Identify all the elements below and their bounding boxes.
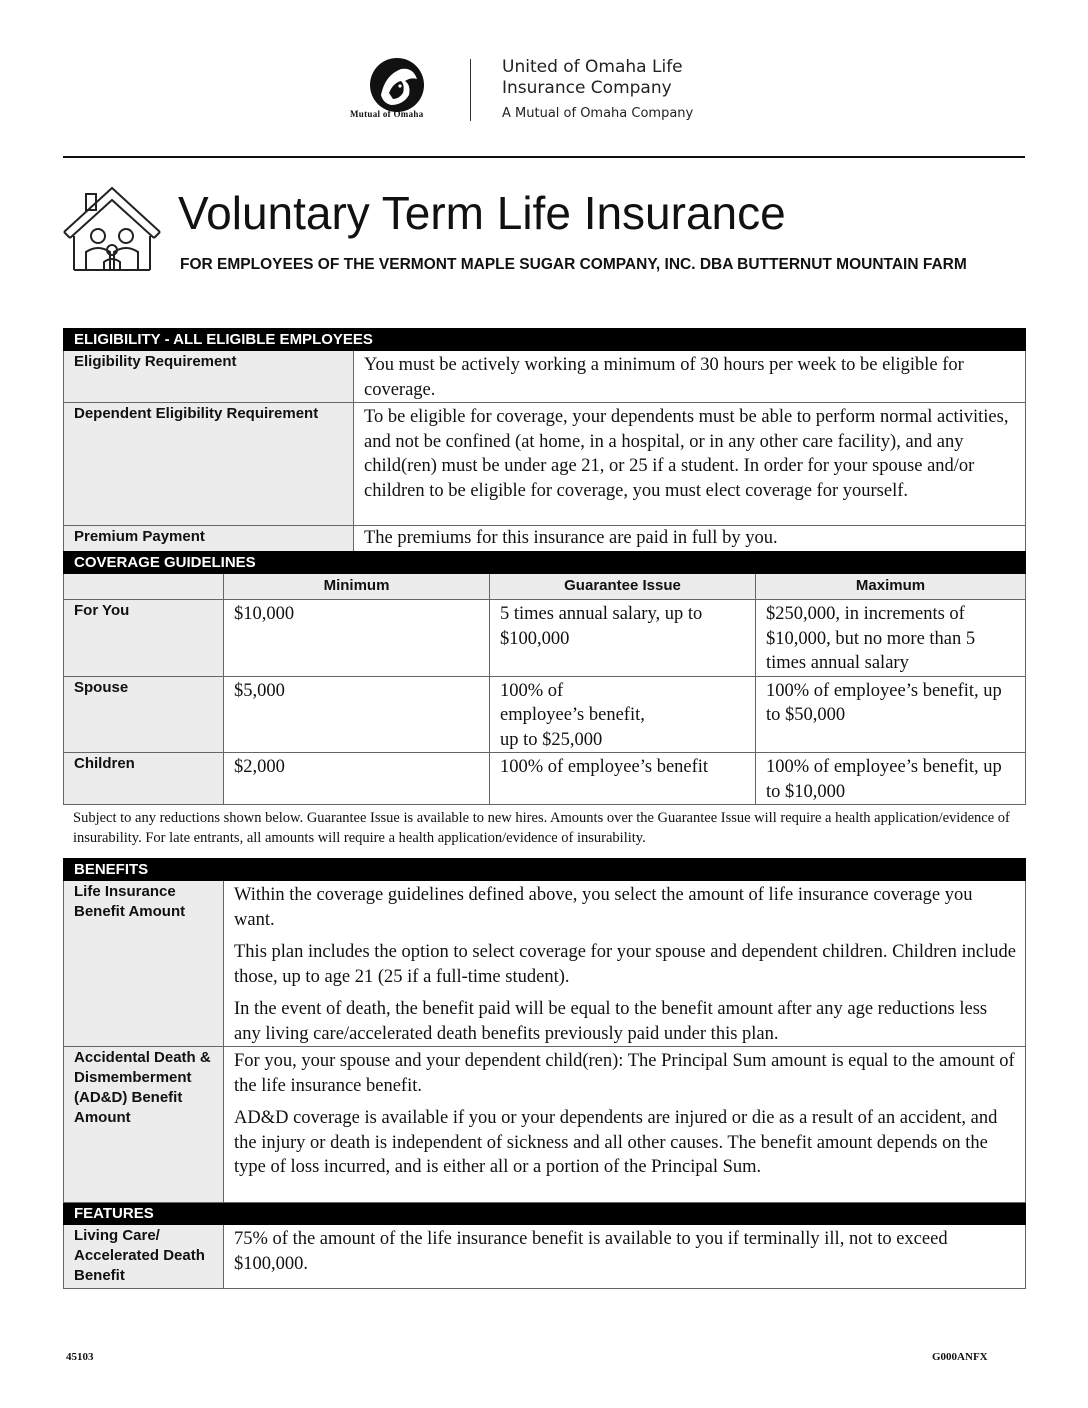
row-value: The premiums for this insurance are paid in full by you. — [354, 526, 1026, 552]
minimum-cell: $10,000 — [224, 600, 490, 677]
column-header-minimum: Minimum — [224, 574, 490, 600]
company-logo — [345, 55, 745, 130]
house-family-icon — [60, 184, 164, 274]
row-label: Living Care/ Accelerated Death Benefit — [64, 1225, 224, 1289]
table-row — [64, 600, 1026, 677]
company-line-3: A Mutual of Omaha Company — [502, 106, 694, 121]
maximum-cell: 100% of employee’s benefit, up to $10,000 — [756, 753, 1026, 805]
table-row — [64, 403, 1026, 526]
row-label: Eligibility Requirement — [64, 351, 354, 403]
guarantee-line-2: up to $25,000 — [500, 729, 603, 750]
company-line-1: United of Omaha Life — [502, 57, 683, 77]
company-line-2: Insurance Company — [502, 78, 672, 98]
features-header: FEATURES — [64, 1203, 1026, 1225]
table-row — [64, 753, 1026, 805]
table-row — [64, 351, 1026, 403]
row-label: Accidental Death & Dismemberment (AD&D) Benefit Amount — [64, 1047, 224, 1203]
table-row — [64, 1225, 1026, 1289]
section-header-row — [64, 329, 1026, 351]
eligibility-header: ELIGIBILITY - ALL ELIGIBLE EMPLOYEES — [64, 329, 1026, 351]
row-label: Premium Payment — [64, 526, 354, 552]
minimum-cell: $2,000 — [224, 753, 490, 805]
row-label: For You — [64, 600, 224, 677]
benefit-paragraph: Within the coverage guidelines defined above, you select the amount of life insurance coverage you want. — [234, 885, 973, 930]
lion-logo-icon — [367, 55, 427, 115]
row-label: Spouse — [64, 676, 224, 753]
benefits-table — [63, 858, 1026, 1289]
maximum-cell: $250,000, in increments of $10,000, but no more than 5 times annual salary — [756, 600, 1026, 677]
row-value: To be eligible for coverage, your dependents must be able to perform normal activities, and not be confined (at home, in a hospital, or in any other care facility), and any child(ren) must be under age 21, or 25 if a student. In order for your spouse and/or children to be eligible for coverage, you must elect coverage for yourself. — [354, 403, 1026, 526]
column-header-maximum: Maximum — [756, 574, 1026, 600]
logo-wordmark: Mutual of Omaha — [350, 109, 424, 119]
guarantee-cell: 5 times annual salary, up to $100,000 — [490, 600, 756, 677]
benefit-paragraph: For you, your spouse and your dependent child(ren): The Principal Sum amount is equal to the amount of the life insurance benefit. — [234, 1051, 1015, 1096]
section-header-row — [64, 859, 1026, 881]
table-row — [64, 526, 1026, 552]
document-title: Voluntary Term Life Insurance — [178, 187, 786, 239]
coverage-table — [63, 551, 1026, 805]
row-value — [224, 881, 1026, 1047]
column-header-row — [64, 574, 1026, 600]
benefit-paragraph: This plan includes the option to select coverage for your spouse and dependent children. Children include those, up to age 21 (25 if a full-time student). — [234, 942, 1016, 987]
guarantee-cell — [490, 676, 756, 753]
guarantee-cell: 100% of employee’s benefit — [490, 753, 756, 805]
table-row — [64, 676, 1026, 753]
benefit-paragraph: AD&D coverage is available if you or your dependents are injured or die as a result of an accident, and the injury or death is independent of sickness and all other causes. The benefit amount depends on the type of loss incurred, and is either all or a portion of the Principal Sum. — [234, 1108, 998, 1177]
logo-divider — [470, 59, 471, 121]
coverage-note: Subject to any reductions shown below. Guarantee Issue is available to new hires. Amounts over the Guarantee Issue will require a health application/evidence of insurability. For late entrants, all amounts will require a health application/evidence of insurability. — [73, 810, 1010, 846]
row-label: Life Insurance Benefit Amount — [64, 881, 224, 1047]
row-value: 75% of the amount of the life insurance benefit is available to you if terminally ill, not to exceed $100,000. — [224, 1225, 1026, 1289]
eligibility-table — [63, 328, 1026, 552]
maximum-cell: 100% of employee’s benefit, up to $50,000 — [756, 676, 1026, 753]
table-row — [64, 881, 1026, 1047]
company-name — [502, 57, 693, 125]
coverage-header: COVERAGE GUIDELINES — [64, 552, 1026, 574]
column-header-guarantee: Guarantee Issue — [490, 574, 756, 600]
guarantee-line-1: 100% of employee’s benefit, — [500, 680, 645, 725]
form-code: G000ANFX — [932, 1351, 988, 1363]
column-header-blank — [64, 574, 224, 600]
row-label: Children — [64, 753, 224, 805]
form-number: 45103 — [66, 1351, 94, 1363]
section-header-row — [64, 552, 1026, 574]
header-rule — [63, 156, 1025, 158]
section-header-row — [64, 1203, 1026, 1225]
row-value: You must be actively working a minimum of 30 hours per week to be eligible for coverage. — [354, 351, 1026, 403]
benefits-header: BENEFITS — [64, 859, 1026, 881]
document-subtitle: FOR EMPLOYEES OF THE VERMONT MAPLE SUGAR COMPANY, INC. DBA BUTTERNUT MOUNTAIN FARM — [180, 256, 967, 273]
benefit-paragraph: In the event of death, the benefit paid will be equal to the benefit amount after any age reductions less any living care/accelerated death benefits previously paid under this plan. — [234, 999, 988, 1044]
minimum-cell: $5,000 — [224, 676, 490, 753]
table-row — [64, 1047, 1026, 1203]
row-label: Dependent Eligibility Requirement — [64, 403, 354, 526]
row-value — [224, 1047, 1026, 1203]
